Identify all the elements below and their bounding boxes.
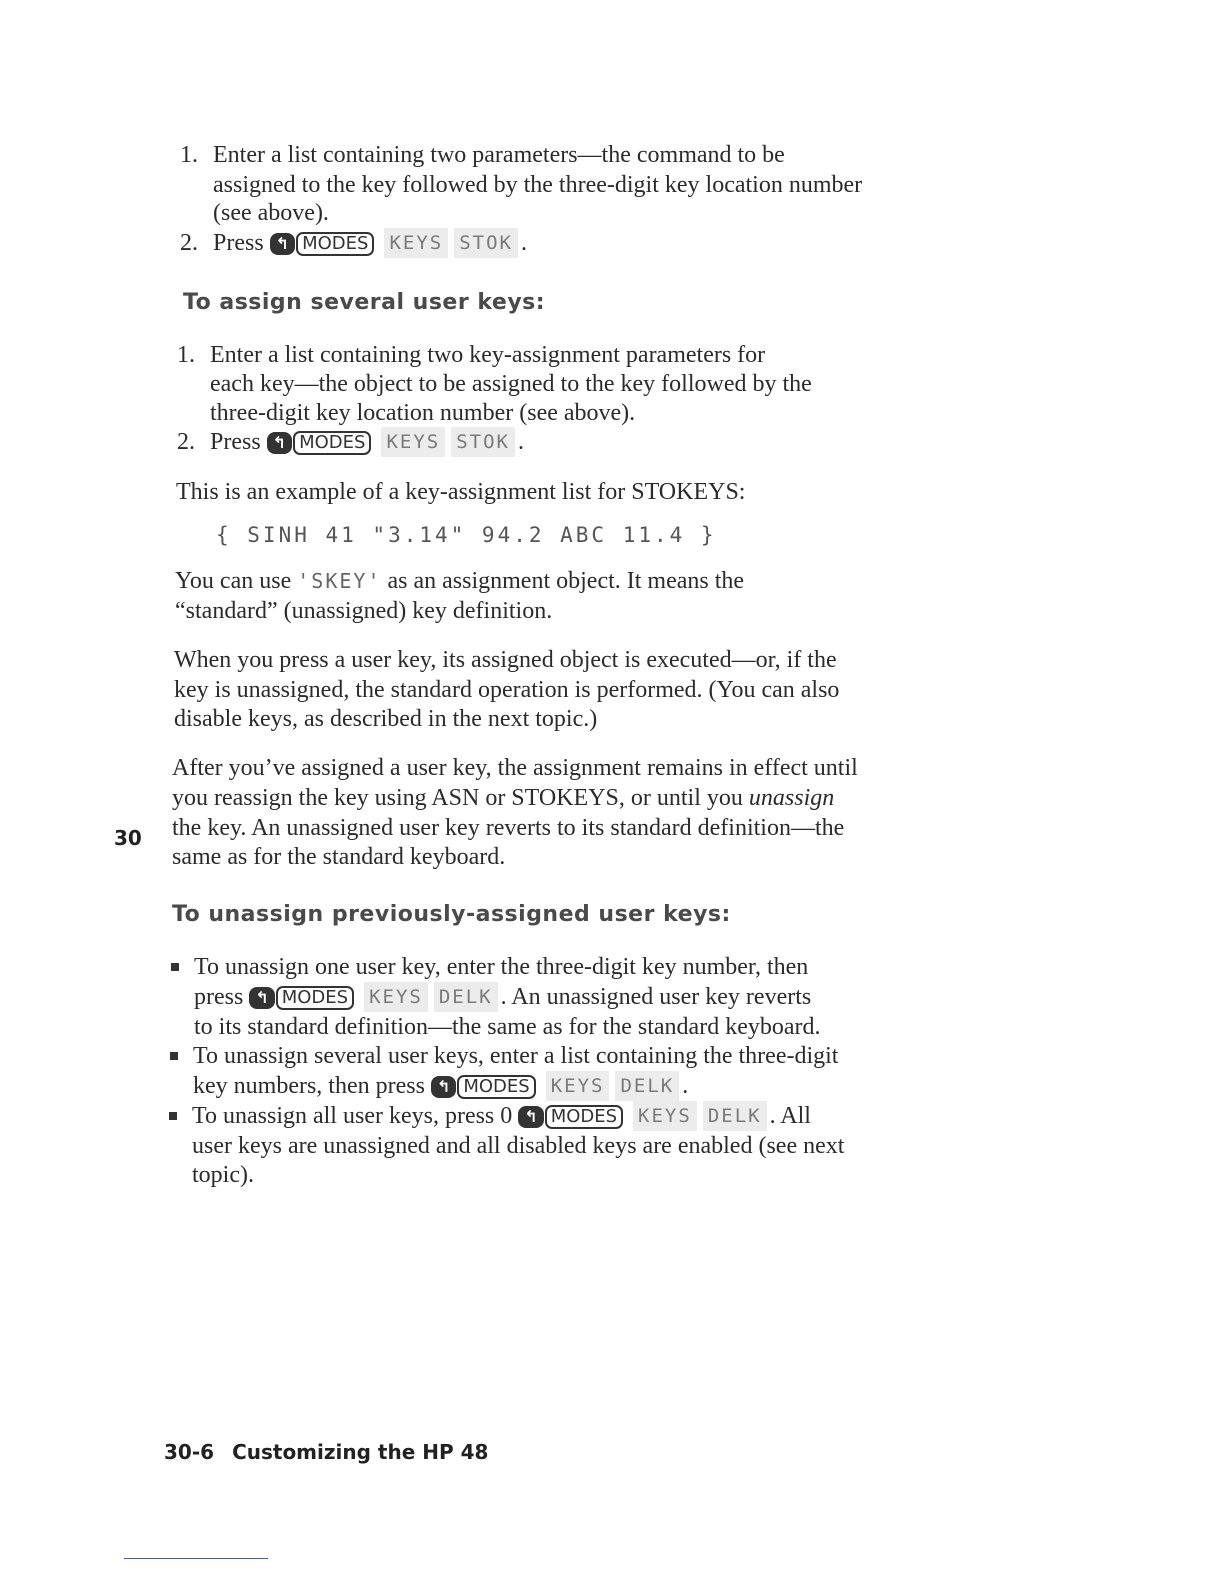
modes-key-2: MODES [293, 431, 371, 455]
skey-line-2: “standard” (unassigned) key definition. [175, 598, 553, 624]
bullet-2-before: key numbers, then press [193, 1073, 425, 1099]
step-2b-line [210, 427, 524, 457]
bullet-3-before: To unassign all user keys, press 0 [192, 1103, 513, 1129]
bullet-2-line-2 [193, 1071, 688, 1101]
step-number-1b: 1. [177, 342, 195, 368]
example-intro: This is an example of a key-assignment list for STOKEYS: [176, 479, 746, 505]
step-2b-end: . [517, 429, 524, 455]
keys-menu-key-2: KEYS [381, 427, 445, 457]
bullet-1-after: . An unassigned user key reverts [500, 984, 812, 1010]
stok-menu-key-2: STOK [451, 427, 515, 457]
keys-menu-key: KEYS [384, 228, 448, 258]
bullet-3-after: . All [769, 1103, 811, 1129]
when-line-1: When you press a user key, its assigned object is executed—or, if the [174, 647, 837, 673]
bullet-1-line-3: to its standard definition—the same as for the standard keyboard. [194, 1014, 821, 1040]
skey-after: as an assignment object. It means the [387, 568, 745, 594]
step-1b-line-2: each key—the object to be assigned to the key followed by the [210, 371, 812, 397]
stok-menu-key: STOK [454, 228, 518, 258]
bullet-3-line-1 [192, 1101, 811, 1131]
heading-unassign: To unassign previously-assigned user keys: [172, 902, 731, 927]
left-shift-key-icon-3: ↰ [249, 987, 274, 1009]
footer-title: Customizing the HP 48 [232, 1440, 489, 1464]
bullet-3-line-3: topic). [192, 1162, 254, 1188]
when-line-2: key is unassigned, the standard operation is performed. (You can also [174, 677, 840, 703]
left-shift-key-icon-2: ↰ [267, 432, 292, 454]
delk-menu-key-1: DELK [434, 982, 498, 1012]
bullet-3-icon [169, 1112, 177, 1120]
step-1-line-1: Enter a list containing two parameters—the command to be [213, 142, 785, 168]
bullet-2-icon [170, 1052, 178, 1060]
step-number-2: 2. [180, 230, 198, 256]
step-1b-line-1: Enter a list containing two key-assignment parameters for [210, 342, 766, 368]
modes-key-3: MODES [276, 986, 354, 1010]
bullet-2-line-1: To unassign several user keys, enter a list containing the three-digit [193, 1043, 839, 1069]
bullet-1-line-2 [194, 982, 811, 1012]
keys-menu-key-3: KEYS [364, 982, 428, 1012]
step-2-end: . [520, 230, 527, 256]
example-code: { SINH 41 "3.14" 94.2 ABC 11.4 } [216, 523, 717, 547]
modes-key-5: MODES [545, 1105, 623, 1129]
step-1-line-2: assigned to the key followed by the three-digit key location number [213, 172, 863, 198]
delk-menu-key-3: DELK [703, 1101, 767, 1131]
bullet-3-line-2: user keys are unassigned and all disabled keys are enabled (see next [192, 1133, 845, 1159]
bullet-2-end: . [682, 1073, 689, 1099]
press-text-2: Press [210, 429, 261, 455]
bullet-1-press: press [194, 984, 244, 1010]
delk-menu-key-2: DELK [615, 1071, 679, 1101]
after-line-1: After you’ve assigned a user key, the assignment remains in effect until [172, 755, 858, 781]
modes-key-4: MODES [457, 1075, 535, 1099]
after-line-4: same as for the standard keyboard. [172, 844, 506, 870]
step-1b-line-3: three-digit key location number (see above). [210, 400, 636, 426]
after-line-2-text: you reassign the key using ASN or STOKEYS, or until you [172, 785, 743, 811]
keys-menu-key-4: KEYS [546, 1071, 610, 1101]
left-shift-key-icon-5: ↰ [518, 1106, 543, 1128]
chapter-tab: 30 [114, 826, 142, 850]
step-number-2b: 2. [177, 429, 195, 455]
skey-line-1 [175, 566, 744, 596]
unassign-italic: unassign [748, 785, 835, 811]
bottom-rule [124, 1558, 268, 1559]
keys-menu-key-5: KEYS [633, 1101, 697, 1131]
step-2-line [213, 228, 527, 258]
modes-key: MODES [296, 232, 374, 256]
heading-assign-several: To assign several user keys: [183, 290, 546, 315]
step-1-line-3: (see above). [213, 200, 329, 226]
step-number-1: 1. [180, 142, 198, 168]
left-shift-key-icon: ↰ [270, 233, 295, 255]
after-line-3: the key. An unassigned user key reverts to its standard definition—the [172, 815, 845, 841]
footer-page-number: 30-6 [164, 1440, 215, 1464]
press-text: Press [213, 230, 264, 256]
page-footer [164, 1440, 488, 1464]
after-line-2 [172, 783, 834, 813]
bullet-1-icon [171, 963, 179, 971]
bullet-1-line-1: To unassign one user key, enter the three-digit key number, then [194, 954, 809, 980]
when-line-3: disable keys, as described in the next topic.) [174, 706, 598, 732]
skey-before: You can use [175, 568, 292, 594]
left-shift-key-icon-4: ↰ [431, 1076, 456, 1098]
skey-code: 'SKEY' [297, 569, 382, 593]
